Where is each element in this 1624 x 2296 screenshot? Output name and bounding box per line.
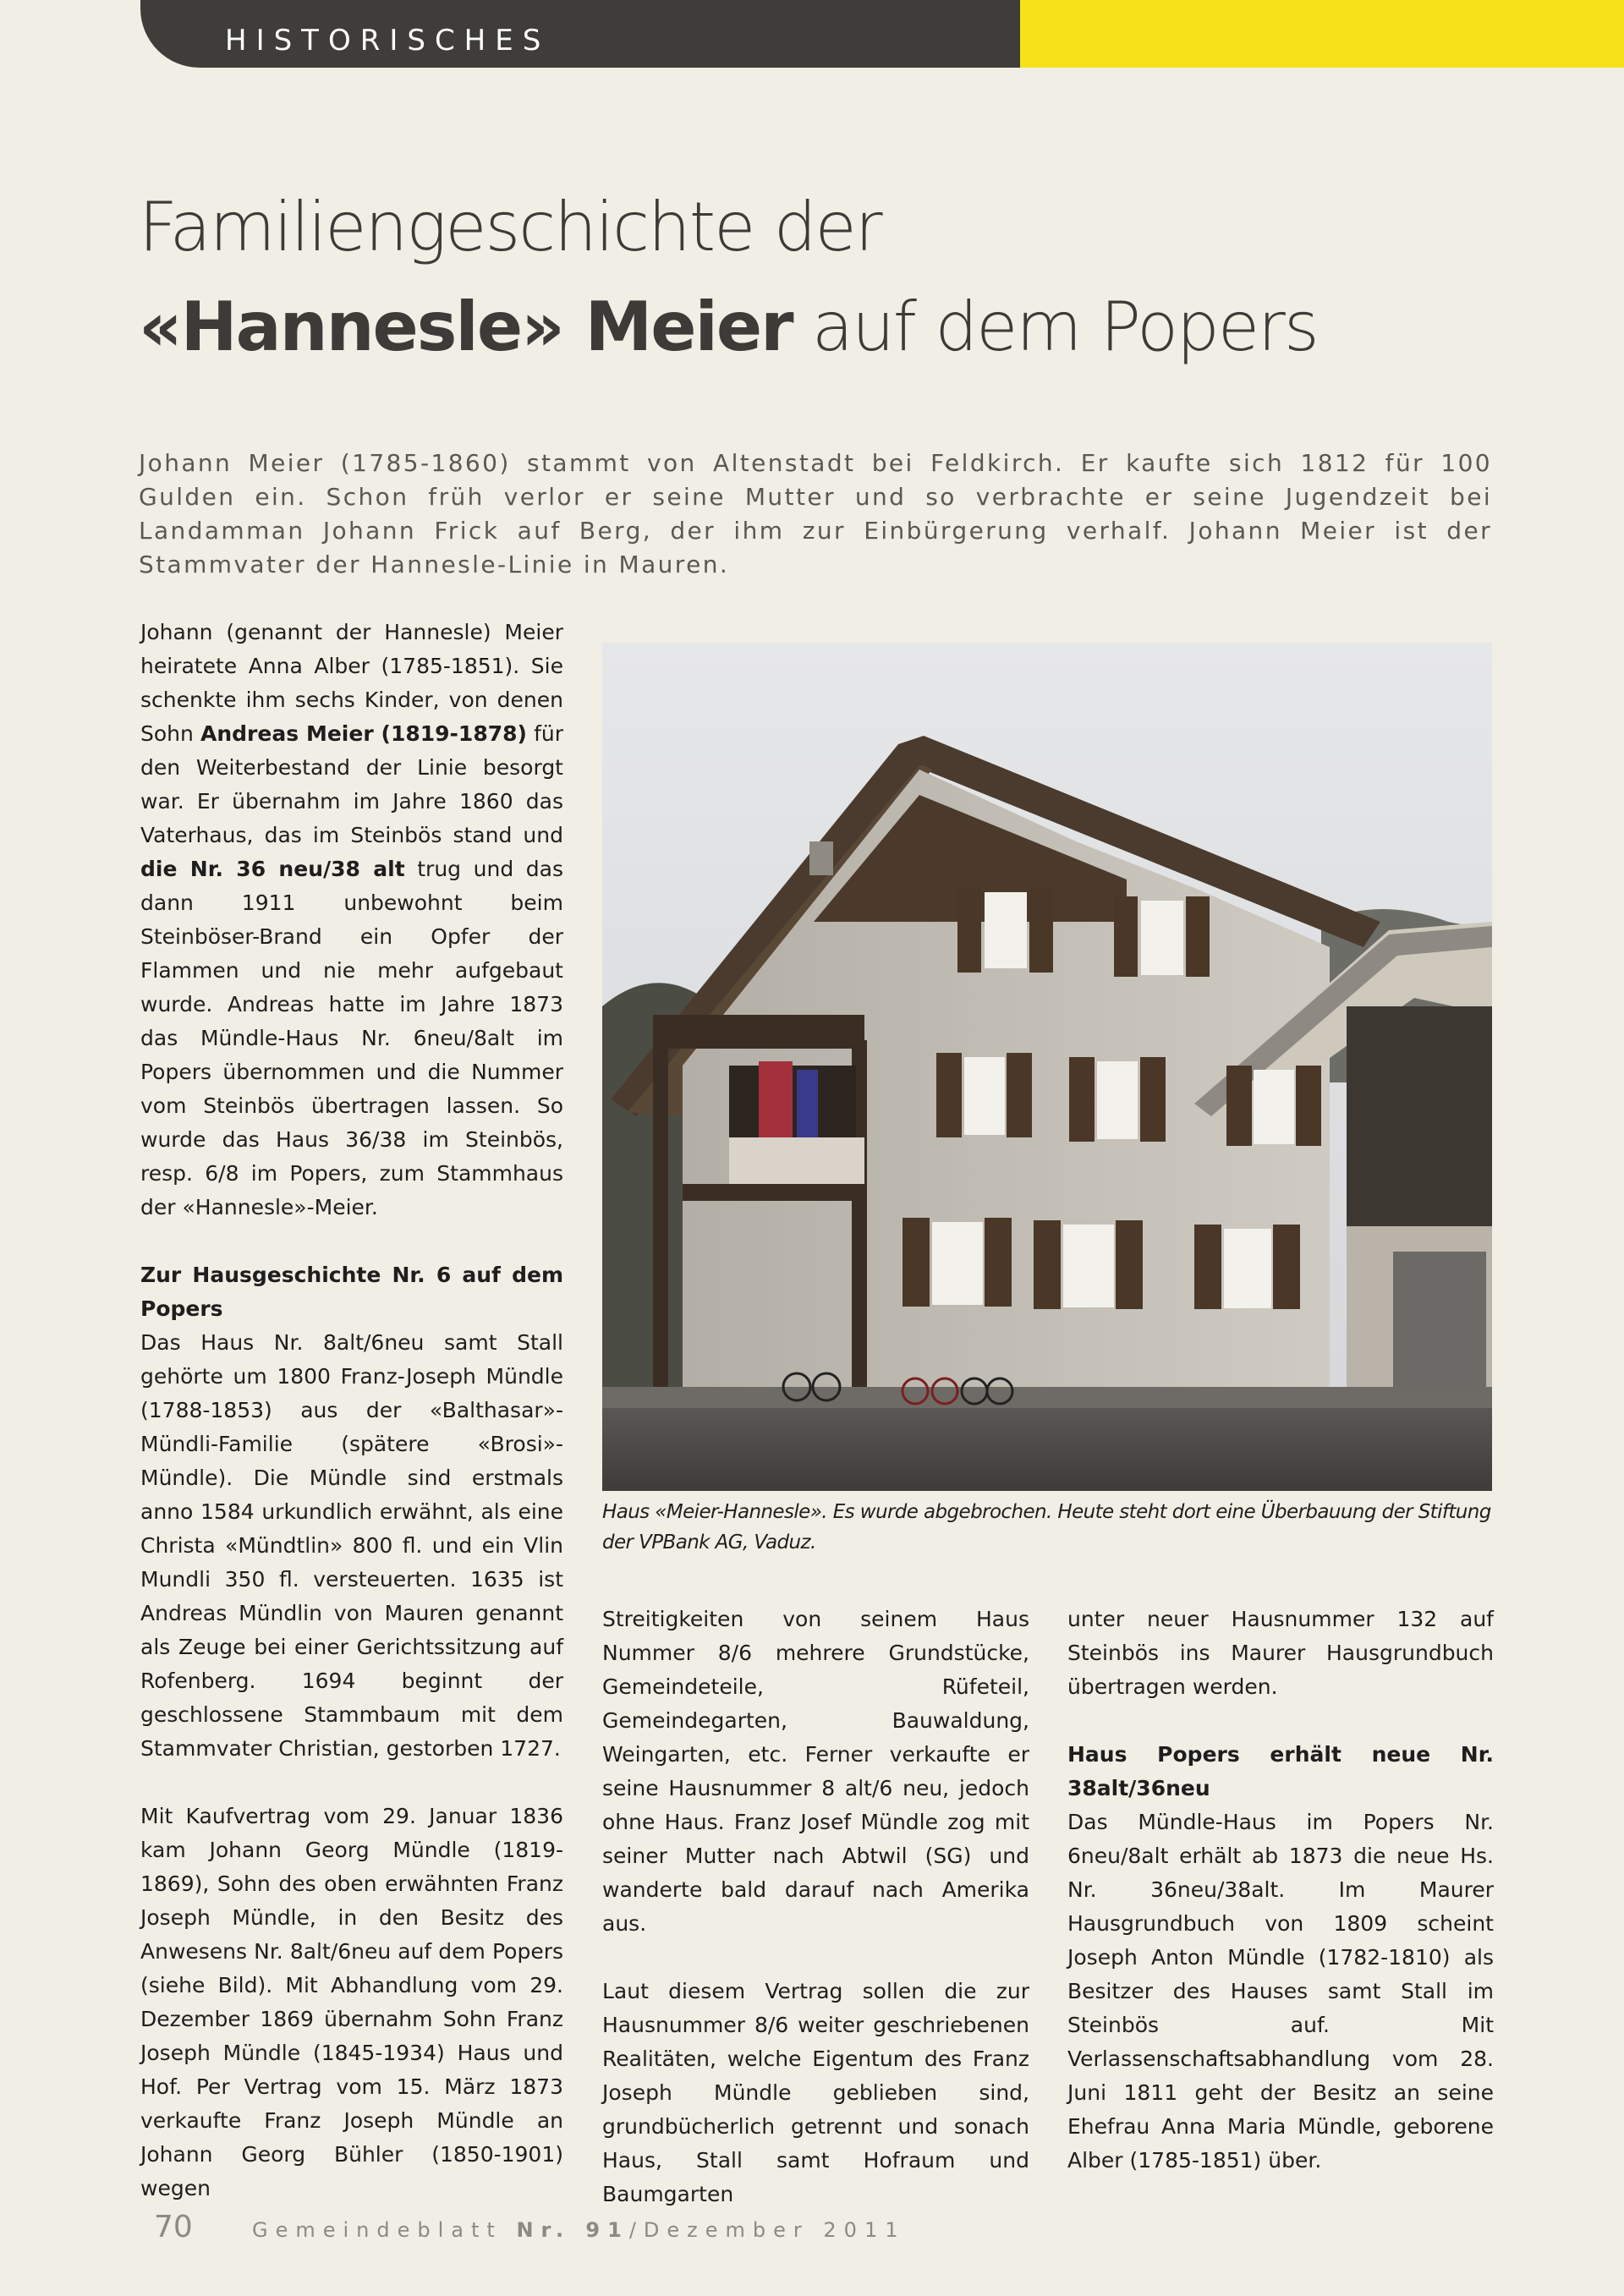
footer-issue: Nr. 91 [516, 2218, 629, 2242]
paragraph: Mit Kaufvertrag vom 29. Januar 1836 kam Johann Georg Mündle (1819-1869), Sohn des oben erwähnten Franz Joseph Mündle, in den Besitz des Anwesens Nr. 8alt/6neu auf dem Popers (siehe Bild). Mit Abhandlung vom 29. Dezember 1869 übernahm Sohn Franz Joseph Mündle (1845-1934) Haus und Hof. Per Vertrag vom 15. März 1873 verkaufte Franz Joseph Mündle an Johann Georg Bühler (1850-1901) wegen [140, 1804, 563, 2200]
title-bold-part: «Hannesle» Meier [139, 288, 793, 366]
house-photo-illustration [602, 643, 1492, 1491]
text-column-1 [140, 616, 563, 2206]
paragraph: Das Haus Nr. 8alt/6neu samt Stall gehörte um 1800 Franz-Joseph Mündle (1788-1853) aus der «Balthasar»-Mündli-Familie (spätere «Brosi»-Mündle). Die Mündle sind erstmals anno 1584 urkundlich erwähnt, als eine Christa «Mündtlin» 800 fl. und ein Vlin Mundli 350 fl. versteuerten. 1635 ist Andreas Mündlin von Mauren genannt als Zeuge bei einer Gerichtssitzung auf Rofenberg. 1694 beginnt der geschlossene Stammbaum mit dem Stammvater Christian, gestorben 1727. [140, 1330, 563, 1761]
bold-name: Andreas Meier (1819-1878) [200, 721, 527, 746]
text-column-3 [1067, 1603, 1494, 2178]
title-line-1: Familiengeschichte der [139, 188, 881, 266]
paragraph: Laut diesem Vertrag sollen die zur Hausnummer 8/6 weiter geschriebenen Realitäten, welche Eigentum des Franz Joseph Mündle geblieben sind, grundbücherlich getrennt und sonach Haus, Stall samt Hofraum und Baumgarten [602, 1979, 1029, 2206]
paragraph: Streitigkeiten von seinem Haus Nummer 8/6 mehrere Grundstücke, Gemeindeteile, Rüfeteil, Gemeindegarten, Bauwaldung, Weingarten, etc. Ferner verkaufte er seine Hausnummer 8 alt/6 neu, jedoch ohne Haus. Franz Josef Mündle zog mit seiner Mutter nach Abtwil (SG) und wanderte bald darauf nach Amerika aus. [602, 1607, 1029, 1936]
footer-date: /Dezember 2011 [628, 2218, 906, 2242]
text-run: trug und das dann 1911 unbewohnt beim Steinböser-Brand ein Opfer der Flammen und nie mehr aufgebaut wurde. Andreas hatte im Jahre 1873 das Mündle-Haus Nr. 6neu/8alt im Popers übernommen und die Nummer vom Steinbös übertragen lassen. So wurde das Haus 36/38 im Steinbös, resp. 6/8 im Popers, zum Stammhaus der «Hannesle»-Meier. [140, 857, 563, 1219]
house-photo [602, 643, 1492, 1491]
subheading: Zur Hausgeschichte Nr. 6 auf dem Popers [140, 1263, 563, 1321]
paragraph [140, 616, 563, 1225]
text-run: Johann (genannt der Hannesle) Meier heiratete Anna Alber (1785-1851). Sie schenkte ihm sechs Kinder, von denen Sohn [140, 620, 563, 746]
subheading: Haus Popers erhält neue Nr. 38alt/36neu [1067, 1742, 1494, 1800]
title-line-2 [139, 277, 1577, 377]
photo-caption: Haus «Meier-Hannesle». Es wurde abgebrochen. Heute steht dort eine Überbauung der Stiftung der VPBank AG, Vaduz. [602, 1501, 1491, 1553]
footer-text: Gemeindeblatt [252, 2218, 517, 2242]
bold-house-number: die Nr. 36 neu/38 alt [140, 857, 405, 881]
article-title [139, 178, 1577, 377]
page-number: 70 [154, 2210, 193, 2244]
text-run: für den Weiterbestand der Linie besorgt war. Er übernahm im Jahre 1860 das Vaterhaus, das im Steinbös stand und [140, 721, 563, 847]
paragraph: unter neuer Hausnummer 132 auf Steinbös ins Maurer Hausgrundbuch übertragen werden. [1067, 1607, 1494, 1699]
title-rest-part: auf dem Popers [792, 288, 1318, 366]
publication-footer [252, 2216, 905, 2244]
section-header-accent [1020, 0, 1624, 68]
section-label: HISTORISCHES [225, 24, 551, 58]
lead-paragraph: Johann Meier (1785-1860) stammt von Altenstadt bei Feldkirch. Er kaufte sich 1812 für 100 Gulden ein. Schon früh verlor er seine Mutter und so verbrachte er seine Jugendzeit bei Landamman Johann Frick auf Berg, der ihm zur Einbürgerung verhalf. Johann Meier ist der Stammvater der Hannesle-Linie in Mauren. [139, 449, 1492, 578]
paragraph: Das Mündle-Haus im Popers Nr. 6neu/8alt erhält ab 1873 die neue Hs. Nr. 36neu/38alt. Im Maurer Hausgrundbuch von 1809 scheint Joseph Anton Mündle (1782-1810) als Besitzer des Hauses samt Stall im Steinbös auf. Mit Verlassenschaftsabhandlung vom 28. Juni 1811 geht der Besitz an seine Ehefrau Anna Maria Mündle, geborene Alber (1785-1851) über. [1067, 1810, 1494, 2173]
text-column-2 [602, 1603, 1029, 2211]
